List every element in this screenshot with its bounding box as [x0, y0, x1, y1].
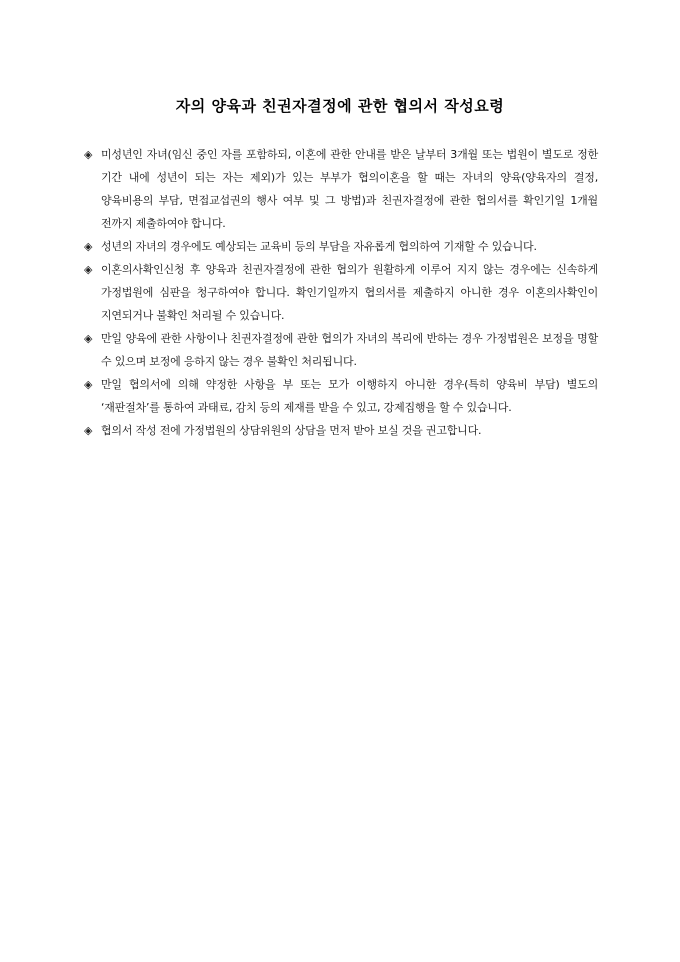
diamond-bullet-icon: ◈ [84, 240, 93, 253]
guideline-item [84, 258, 598, 327]
diamond-bullet-icon: ◈ [84, 378, 93, 391]
guideline-item [84, 327, 598, 373]
guideline-item [84, 373, 598, 419]
guideline-text: 성년의 자녀의 경우에도 예상되는 교육비 등의 부담을 자유롭게 협의하여 기재할 수 있습니다. [101, 240, 537, 253]
guideline-text: 만일 양육에 관한 사항이나 친권자결정에 관한 협의가 자녀의 복리에 반하는 경우 가정법원은 보정을 명할 수 있으며 보정에 응하지 않는 경우 불확인 처리됩니다. [101, 332, 598, 368]
guideline-item [84, 235, 598, 258]
guideline-text: 이혼의사확인신청 후 양육과 친권자결정에 관한 협의가 원활하게 이루어 지지 않는 경우에는 신속하게 가정법원에 심판을 청구하여야 합니다. 확인기일까지 협의서를 제출하지 아니한 경우 이혼의사확인이 지연되거나 불확인 처리될 수 있습니다. [101, 263, 598, 322]
document-title: 자의 양육과 친권자결정에 관한 협의서 작성요령 [175, 97, 505, 115]
guideline-item [84, 419, 598, 442]
guideline-item [84, 143, 598, 235]
guideline-text: 협의서 작성 전에 가정법원의 상담위원의 상담을 먼저 받아 보실 것을 권고합니다. [101, 424, 482, 437]
guideline-text: 미성년인 자녀(임신 중인 자를 포함하되, 이혼에 관한 안내를 받은 날부터 3개월 또는 법원이 별도로 정한 기간 내에 성년이 되는 자는 제외)가 있는 부부가 협의이혼을 할 때는 자녀의 양육(양육자의 결정, 양육비용의 부담, 면접교섭권의 행사 여부 및 그 방법)과 친권자결정에 관한 협의서를 확인기일 1개월 전까지 제출하여야 합니다. [101, 148, 598, 230]
guideline-text: 만일 협의서에 의해 약정한 사항을 부 또는 모가 이행하지 아니한 경우(특히 양육비 부담) 별도의 ‘재판절차’를 통하여 과태료, 감치 등의 제재를 받을 수 있고, 강제집행을 할 수 있습니다. [101, 378, 598, 414]
diamond-bullet-icon: ◈ [84, 263, 93, 276]
diamond-bullet-icon: ◈ [84, 332, 93, 345]
diamond-bullet-icon: ◈ [84, 148, 93, 161]
guideline-list [84, 143, 598, 442]
diamond-bullet-icon: ◈ [84, 424, 93, 437]
